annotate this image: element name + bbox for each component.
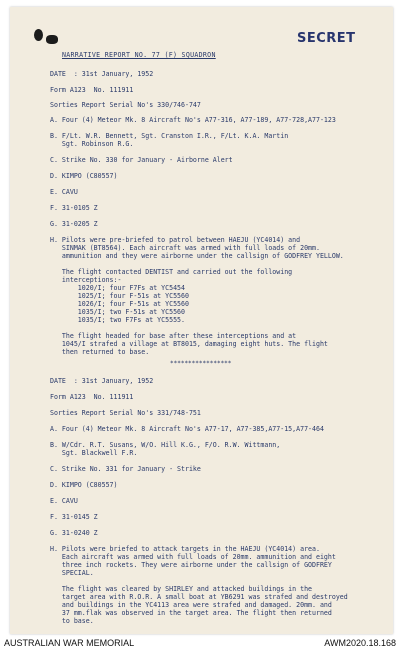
report1-item-b-cont: Sgt. Robinson R.G. xyxy=(50,140,134,148)
report1-sorties: Sorties Report Serial No's 330/746-747 xyxy=(50,101,201,109)
interception-4: 1035/I; two F-51s at YC5560 xyxy=(50,308,185,316)
interception-2: 1025/I; four F-51s at YC5560 xyxy=(50,292,189,300)
report1-para1-line1: The flight contacted DENTIST and carried out the following xyxy=(50,268,293,276)
interception-3: 1026/I; four F-51s at YC5560 xyxy=(50,300,189,308)
report-heading: NARRATIVE REPORT NO. 77 (F) SQUADRON xyxy=(62,51,216,59)
report1-form: Form A123 No. 111911 xyxy=(50,86,134,94)
report2-item-c: C. Strike No. 331 for January - Strike xyxy=(50,465,201,473)
interception-5: 1035/I; two F7Fs at YC5555. xyxy=(50,316,185,324)
report1-item-g: G. 31-0205 Z xyxy=(50,220,98,228)
report2-para-line5: to base. xyxy=(50,617,94,625)
report2-item-e: E. CAVU xyxy=(50,497,78,505)
report2-item-d: D. KIMPO (C80557) xyxy=(50,481,118,489)
report1-date: DATE : 31st January, 1952 xyxy=(50,70,154,78)
classification-stamp: SECRET xyxy=(297,31,356,46)
report2-para-line1: The flight was cleared by SHIRLEY and attacked buildings in the xyxy=(50,585,313,593)
report1-item-a: A. Four (4) Meteor Mk. 8 Aircraft No's A77-316, A77-189, A77-728,A77-123 xyxy=(50,116,336,124)
section-divider: ***************** xyxy=(170,360,232,367)
report1-item-h-line3: ammunition and they were airborne under the callsign of GODFREY YELLOW. xyxy=(50,252,344,260)
report1-item-h-line2: SINMAK (BT8564). Each aircraft was armed with full loads of 20mm. xyxy=(50,244,320,252)
report1-item-e: E. CAVU xyxy=(50,188,78,196)
report2-item-h-line3: three inch rockets. They were airborne under the callsign of GODFREY xyxy=(50,561,332,569)
report2-item-b: B. W/Cdr. R.T. Susans, W/O. Hill K.G., F/O. R.W. Wittmann, xyxy=(50,441,281,449)
report2-item-g: G. 31-0240 Z xyxy=(50,529,98,537)
report1-para2-line3: then returned to base. xyxy=(50,348,150,356)
report1-item-d: D. KIMPO (C80557) xyxy=(50,172,118,180)
report1-item-b: B. F/Lt. W.R. Bennett, Sgt. Cranston I.R., F/Lt. K.A. Martin xyxy=(50,132,289,140)
report2-para-line4: 37 mm.flak was observed in the target area. The flight then returned xyxy=(50,609,332,617)
document-page xyxy=(10,7,393,634)
report2-item-f: F. 31-0145 Z xyxy=(50,513,98,521)
report2-item-a: A. Four (4) Meteor Mk. 8 Aircraft No's A77-17, A77-385,A77-15,A77-464 xyxy=(50,425,324,433)
report2-item-h-line4: SPECIAL. xyxy=(50,569,94,577)
report2-item-h: H. Pilots were briefed to attack targets in the HAEJU (YC4014) area. xyxy=(50,545,320,553)
punch-hole-icon xyxy=(34,29,43,41)
report2-item-h-line2: Each aircraft was armed with full loads of 20mm. ammunition and eight xyxy=(50,553,336,561)
report1-para2-line1: The flight headed for base after these interceptions and at xyxy=(50,332,297,340)
report1-para1-line2: interceptions:- xyxy=(50,276,122,284)
punch-hole-icon xyxy=(46,35,58,44)
report1-item-h: H. Pilots were pre-briefed to patrol between HAEJU (YC4014) and xyxy=(50,236,301,244)
report2-para-line2: target area with R.O.R. A small boat at YB6291 was strafed and destroyed xyxy=(50,593,348,601)
report2-form: Form A123 No. 111911 xyxy=(50,393,134,401)
report2-date: DATE : 31st January, 1952 xyxy=(50,377,154,385)
report1-item-f: F. 31-0105 Z xyxy=(50,204,98,212)
footer-reference: AWM2020.18.168 xyxy=(324,638,396,648)
report1-para2-line2: 1045/I strafed a village at BT8015, damaging eight huts. The flight xyxy=(50,340,328,348)
report2-item-b-cont: Sgt. Blackwell F.R. xyxy=(50,449,138,457)
report2-sorties: Sorties Report Serial No's 331/748-751 xyxy=(50,409,201,417)
report2-para-line3: and buildings in the YC4113 area were strafed and damaged. 20mm. and xyxy=(50,601,332,609)
report1-item-c: C. Strike No. 330 for January - Airborne Alert xyxy=(50,156,233,164)
footer-source: AUSTRALIAN WAR MEMORIAL xyxy=(4,638,135,648)
interception-1: 1020/I; four F7Fs at YC5454 xyxy=(50,284,185,292)
